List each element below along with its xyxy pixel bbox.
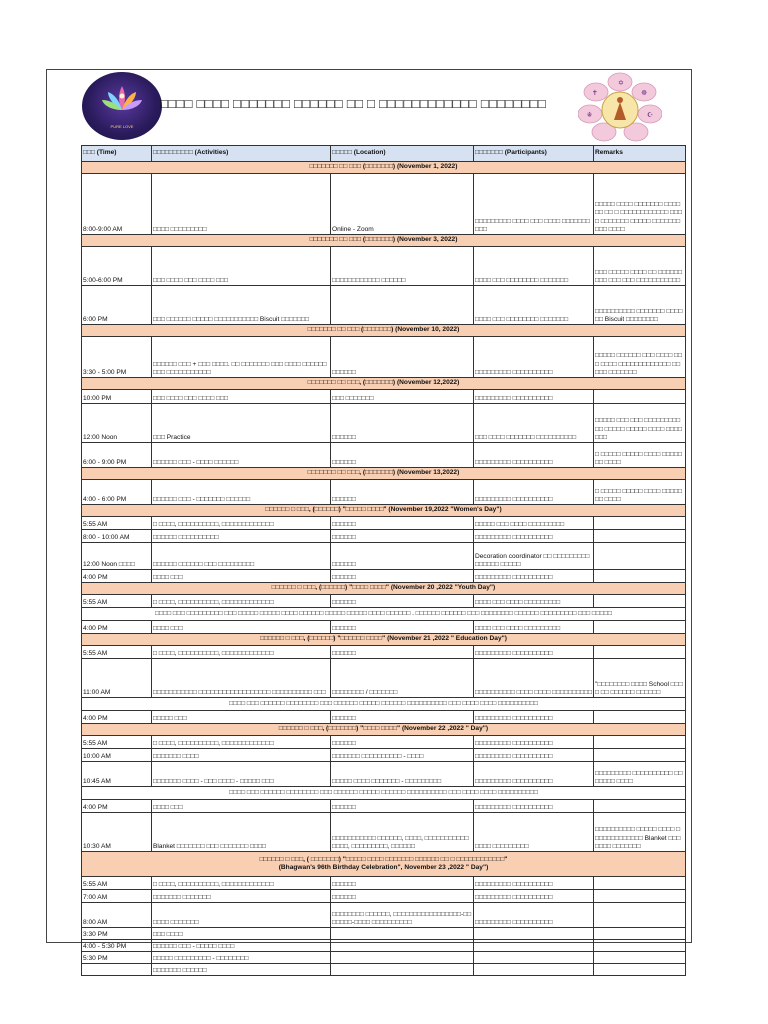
cell-activity: □□□□□□□ □□□□□□ <box>152 964 331 976</box>
schedule-table <box>81 145 686 976</box>
cell-location: □□□□□□ <box>331 543 474 570</box>
note-row <box>82 698 686 711</box>
cell-participants <box>474 964 594 976</box>
day-header-row <box>82 468 686 480</box>
cell-remarks: □□□□□ □□□□ □□□□□□□ □□□□□□ □□ □ □□□□□□□□□□□□ □□□□ □□□□□□□ □□□□□ □□□□□□□□□□ □□□□ <box>594 174 686 235</box>
table-row <box>82 711 686 724</box>
cell-location: □□□□□□ <box>331 877 474 890</box>
day-header-row <box>82 325 686 337</box>
cell-remarks <box>594 621 686 634</box>
day-header-text: □□□□□□□ □□ □□□, (□□□□□□□) (November 13,2022) <box>307 469 460 477</box>
cell-activity: □□□□□□ □□□ - □□□□ □□□□□□ <box>152 443 331 468</box>
day-header <box>82 325 686 337</box>
day-header-text: □□□□□□ □ □□□, (□□□□□□) "□□□□ □□□□" (November 20 ,2022 "Youth Day") <box>271 584 496 592</box>
cell-location <box>331 928 474 940</box>
column-header-participants: □□□□□□□ (Participants) <box>474 146 594 162</box>
cell-location: Online - Zoom <box>331 174 474 235</box>
cell-time: 5:55 AM <box>82 646 152 659</box>
column-header-remarks: Remarks <box>594 146 686 162</box>
cell-location: □□□ □□□□□□□ <box>331 390 474 404</box>
day-header <box>82 724 686 736</box>
cell-participants: □□□□□□□□□□ □□□□ □□□□ □□□□□□□□□□ <box>474 659 594 698</box>
day-header <box>82 468 686 480</box>
cell-time: 4:00 PM <box>82 570 152 583</box>
day-header <box>82 235 686 247</box>
cell-participants: □□□□□□□□□ □□□□□□□□□□ <box>474 736 594 749</box>
cell-participants: □□□□□□□□□ □□□□□□□□□□ <box>474 570 594 583</box>
cell-location: □□□□□□ <box>331 711 474 724</box>
cell-participants: □□□□ □□□ □□□□ □□□□□□□□□ <box>474 621 594 634</box>
day-header <box>82 378 686 390</box>
cell-activity: □□□□ □□□ <box>152 800 331 813</box>
cell-time: 5:00-6:00 PM <box>82 247 152 286</box>
cell-activity: □□□□ □□□ <box>152 621 331 634</box>
note-text: □□□□ □□□ □□□□□□ □□□□□□□□ □□□ □□□□□□ □□□□□ □□□□□□ □□□□□□□□□□ □□□ □□□□ □□□□ □□□□□□□□□□ <box>82 698 686 711</box>
cell-time: 5:55 AM <box>82 877 152 890</box>
cell-time: 11:00 AM <box>82 659 152 698</box>
cell-location: □□□□□□ <box>331 595 474 608</box>
cell-activity: □ □□□□, □□□□□□□□□□, □□□□□□□□□□□□□ <box>152 517 331 530</box>
table-row <box>82 964 686 976</box>
cell-location: □□□□□□□□□□□ □□□□□□, □□□□, □□□□□□□□□□□□□□□, □□□□□□□□□, □□□□□□ <box>331 813 474 852</box>
cell-participants: □□□□□□□□□ □□□□□□□□□□ <box>474 749 594 762</box>
cell-participants: □□□□□□□□□ □□□□□□□□□□ <box>474 530 594 543</box>
cell-location: □□□□□□ <box>331 646 474 659</box>
table-row <box>82 404 686 443</box>
cell-participants: □□□□ □□□ □□□□ □□□□□□□□□ <box>474 595 594 608</box>
cell-activity: □□□ Practice <box>152 404 331 443</box>
day-header <box>82 583 686 595</box>
cell-participants: □□□□□□□□□ □□□□□□□□□□ <box>474 443 594 468</box>
page-title: □□□□ □□□□ □□□□□□□ □□□□□□ □□ □ □□□□□□□□□□□□ □□□□□□□□ <box>160 96 547 111</box>
cell-remarks: □□□ □□□□□ □□□□ □□ □□□□□□ □□□ □□□ □□□ □□□□□□□□□□□ <box>594 247 686 286</box>
cell-participants: □□□□□□□□□ □□□□□□□□□□ <box>474 711 594 724</box>
cell-location <box>331 940 474 952</box>
cell-location: □□□□□□ <box>331 443 474 468</box>
cell-location: □□□□□□ <box>331 404 474 443</box>
day-header-text: □□□□□□□ □□ □□□, (□□□□□□□) (November 12,2022) <box>307 379 460 387</box>
cell-location: □□□□□□□□ □□□□□□, □□□□□□□□□□□□□□□□□-□□□□□□□-□□□□ □□□□□□□□□□ <box>331 903 474 928</box>
lotus-icon <box>102 82 142 116</box>
cell-remarks <box>594 928 686 940</box>
cell-remarks <box>594 940 686 952</box>
column-header-time: □□□ (Time) <box>82 146 152 162</box>
cell-remarks <box>594 736 686 749</box>
table-row <box>82 337 686 378</box>
cell-participants: □□□□□□□□□ □□□□□□□□□□ <box>474 890 594 903</box>
day-header <box>82 505 686 517</box>
cell-activity: □□□□□□ □□□ + □□□ □□□□. □□ □□□□□□□ □□□ □□□□ □□□□□□□□□ □□□□□□□□□□□ <box>152 337 331 378</box>
pure-love-logo <box>82 72 162 140</box>
day-header-text: □□□□□□ □ □□□, (□□□□□□) "□□□□□ □□□□" (November 19,2022 "Women's Day") <box>265 506 502 514</box>
column-header-location: □□□□□ (Location) <box>331 146 474 162</box>
cell-location: □□□□□□ <box>331 890 474 903</box>
cell-location: □□□□□□□□□□□□ □□□□□□ <box>331 247 474 286</box>
day-header <box>82 162 686 174</box>
note-text: □□□□ □□□ □□□□□□□□□ □□□ □□□□□ □□□□□ □□□□ □□□□□□ □□□□□ □□□□□ □□□□ □□□□□□ . □□□□□□ □□□□□□ □□□ □□□□□□□□ □□□□□□ □□□□□□□□□ □□□ □□□□□ <box>82 608 686 621</box>
cell-location: □□□□□ □□□□ □□□□□□□ - □□□□□□□□□ <box>331 762 474 787</box>
cell-activity: □ □□□□, □□□□□□□□□□, □□□□□□□□□□□□□ <box>152 595 331 608</box>
cell-time: 12:00 Noon □□□□ <box>82 543 152 570</box>
svg-text:☪: ☪ <box>647 111 654 119</box>
cell-time: 4:00 PM <box>82 800 152 813</box>
cell-location <box>331 286 474 325</box>
cell-activity: □□□□ □□□ <box>152 570 331 583</box>
cell-activity: □□□ □□□□□□ □□□□□ □□□□□□□□□□□ Biscuit □□□□□□□ <box>152 286 331 325</box>
cell-activity: □ □□□□, □□□□□□□□□□, □□□□□□□□□□□□□ <box>152 877 331 890</box>
cell-remarks: □ □□□□□ □□□□□ □□□□ □□□□□□□ □□□□ <box>594 443 686 468</box>
day-header-row <box>82 583 686 595</box>
sarva-dharma-emblem <box>578 72 662 144</box>
day-header-row <box>82 162 686 174</box>
cell-time: 4:00 - 6:00 PM <box>82 480 152 505</box>
cell-location: □□□□□□ <box>331 800 474 813</box>
table-row <box>82 928 686 940</box>
cell-time: 7:00 AM <box>82 890 152 903</box>
day-header-row <box>82 852 686 877</box>
cell-time: 8:00 AM <box>82 903 152 928</box>
cell-remarks <box>594 800 686 813</box>
cell-remarks <box>594 711 686 724</box>
cell-activity: □□□ □□□□ □□□ □□□□ □□□ <box>152 247 331 286</box>
table-row <box>82 543 686 570</box>
day-header-row <box>82 634 686 646</box>
cell-remarks: □□□□□ □□□□□□ □□□ □□□□ □□□ □□□□ □□□□□□□□□□□□□ □□□□□ □□□□□□□ <box>594 337 686 378</box>
cell-remarks <box>594 390 686 404</box>
cell-remarks: □□□□□□□□□□ □□□□□ □□□□ □□□□□□□□□□□□□ Blanket □□□ □□□□ □□□□□□□ <box>594 813 686 852</box>
day-header-row <box>82 724 686 736</box>
table-row <box>82 813 686 852</box>
cell-remarks <box>594 646 686 659</box>
cell-location: □□□□□□□□ / □□□□□□□ <box>331 659 474 698</box>
svg-text:✝: ✝ <box>592 89 598 97</box>
cell-participants: □□□□□□□□□ □□□□□□□□□□ <box>474 762 594 787</box>
cell-remarks <box>594 543 686 570</box>
cell-remarks <box>594 877 686 890</box>
cell-remarks <box>594 964 686 976</box>
cell-time: 3:30 - 5:00 PM <box>82 337 152 378</box>
cell-remarks: □□□□□□□□□ □□□□□□□□□□ □□□□□□□ □□□□ <box>594 762 686 787</box>
cell-participants: □□□□□□□□□ □□□□□□□□□□ <box>474 480 594 505</box>
cell-activity: □□□□□ □□□ <box>152 711 331 724</box>
cell-activity: □□□□□□ □□□□□□□□□□ <box>152 530 331 543</box>
cell-time: 6:00 PM <box>82 286 152 325</box>
cell-time: 8:00 - 10:00 AM <box>82 530 152 543</box>
day-header-text: □□□□□□ □ □□□, (□□□□□□□) "□□□□ □□□□" (November 22 ,2022 " Day") <box>278 725 489 733</box>
cell-time: 5:55 AM <box>82 736 152 749</box>
day-header-text: □□□□□□ □ □□□, (□□□□□□) "□□□□□□ □□□□" (November 21 ,2022 " Education Day") <box>260 635 507 643</box>
cell-activity: □□□ □□□□ <box>152 928 331 940</box>
cell-time: 10:00 AM <box>82 749 152 762</box>
day-header <box>82 634 686 646</box>
cell-activity: □□□□□□□ □□□□□□□ <box>152 890 331 903</box>
cell-participants <box>474 928 594 940</box>
cell-activity: □□□□□□□ □□□□ <box>152 749 331 762</box>
table-row <box>82 174 686 235</box>
day-header-row <box>82 505 686 517</box>
logo-caption: PURE LOVE <box>110 124 134 129</box>
table-row <box>82 659 686 698</box>
cell-participants: □□□□ □□□ □□□□□□□□ □□□□□□□ <box>474 286 594 325</box>
cell-participants: □□□□□□□□□ □□□□□□□□□□ <box>474 337 594 378</box>
table-row <box>82 621 686 634</box>
cell-remarks: □□□□□ □□□ □□□ □□□□□□□□□□□ □□□□□ □□□□□ □□□□ □□□□□□□ <box>594 404 686 443</box>
cell-activity: □ □□□□, □□□□□□□□□□, □□□□□□□□□□□□□ <box>152 646 331 659</box>
cell-time: 5:55 AM <box>82 517 152 530</box>
cell-time: 10:00 PM <box>82 390 152 404</box>
cell-location: □□□□□□ <box>331 736 474 749</box>
cell-participants: □□□□□□□□□ □□□□□□□□□□ <box>474 646 594 659</box>
cell-activity: □□□□□□ □□□ - □□□□□□□ □□□□□□ <box>152 480 331 505</box>
table-row <box>82 247 686 286</box>
cell-time: 5:30 PM <box>82 952 152 964</box>
day-header-text: □□□□□□ □ □□□, ( □□□□□□□) "□□□□□ □□□□ □□□□□□□ □□□□□□ □□ □ □□□□□□□□□□□□" <box>259 855 508 863</box>
cell-remarks <box>594 517 686 530</box>
cell-time: 4:00 PM <box>82 621 152 634</box>
table-row <box>82 570 686 583</box>
cell-remarks <box>594 530 686 543</box>
cell-location <box>331 952 474 964</box>
cell-time: 10:30 AM <box>82 813 152 852</box>
table-row <box>82 646 686 659</box>
cell-participants <box>474 952 594 964</box>
svg-text:☸: ☸ <box>641 89 648 97</box>
cell-remarks <box>594 595 686 608</box>
day-header-row <box>82 378 686 390</box>
table-header-row <box>82 146 686 162</box>
cell-remarks <box>594 890 686 903</box>
cell-location: □□□□□□ <box>331 480 474 505</box>
cell-location: □□□□□□ <box>331 517 474 530</box>
day-header-text: □□□□□□□ □□ □□□ (□□□□□□□) (November 1, 2022) <box>309 163 458 171</box>
cell-activity: □□□ □□□□ □□□ □□□□ □□□ <box>152 390 331 404</box>
cell-location: □□□□□□□ □□□□□□□□□□ - □□□□ <box>331 749 474 762</box>
note-row <box>82 608 686 621</box>
cell-participants: □□□□ □□□ □□□□□□□□ □□□□□□□ <box>474 247 594 286</box>
day-header-subtext: (Bhagwan's 96th Birthday Celebration", November 23 ,2022 " Day") <box>278 864 489 871</box>
svg-text:✡: ✡ <box>618 79 624 87</box>
cell-remarks: □ □□□□□ □□□□□ □□□□ □□□□□□□ □□□□ <box>594 480 686 505</box>
table-row <box>82 443 686 468</box>
cell-location <box>331 964 474 976</box>
cell-activity: □□□□□□□□□□□ □□□□□□□□□□□□□□□□□□ □□□□□□□□□□ □□□ <box>152 659 331 698</box>
cell-participants: □□□□□ □□□ □□□□ □□□□□□□□□ <box>474 517 594 530</box>
table-row <box>82 952 686 964</box>
cell-remarks: □□□□□□□□□□ □□□□□□□ □□□□□□ Biscuit □□□□□□□□ <box>594 286 686 325</box>
day-header-text: □□□□□□□ □□ □□□ (□□□□□□□) (November 10, 2022) <box>307 326 460 334</box>
cell-time: 4:00 PM <box>82 711 152 724</box>
day-header <box>82 852 686 877</box>
column-header-activities: □□□□□□□□□□ (Activities) <box>152 146 331 162</box>
table-row <box>82 800 686 813</box>
cell-location: □□□□□□ <box>331 337 474 378</box>
table-row <box>82 749 686 762</box>
cell-participants <box>474 940 594 952</box>
cell-participants: □□□ □□□□ □□□□□□□ □□□□□□□□□□ <box>474 404 594 443</box>
cell-time: 8:00-9:00 AM <box>82 174 152 235</box>
cell-time: 3:30 PM <box>82 928 152 940</box>
cell-participants: □□□□ □□□□□□□□□ <box>474 813 594 852</box>
cell-time: 10:45 AM <box>82 762 152 787</box>
svg-text:☬: ☬ <box>587 111 592 119</box>
cell-participants: □□□□□□□□□ □□□□□□□□□□ <box>474 877 594 890</box>
cell-location: □□□□□□ <box>331 570 474 583</box>
cell-time: 12:00 Noon <box>82 404 152 443</box>
cell-participants: □□□□□□□□□ □□□□□□□□□□ <box>474 903 594 928</box>
table-row <box>82 940 686 952</box>
table-row <box>82 877 686 890</box>
table-row <box>82 530 686 543</box>
table-row <box>82 517 686 530</box>
day-header-text: □□□□□□□ □□ □□□ (□□□□□□□) (November 3, 2022) <box>309 236 458 244</box>
cell-location: □□□□□□ <box>331 530 474 543</box>
table-row <box>82 762 686 787</box>
table-row <box>82 286 686 325</box>
note-text: □□□□ □□□ □□□□□□ □□□□□□□□ □□□ □□□□□□ □□□□□ □□□□□□ □□□□□□□□□□ □□□ □□□□ □□□□ □□□□□□□□□□ <box>82 787 686 800</box>
cell-activity: □□□□□□□ □□□□ - □□□ □□□□ - □□□□□ □□□ <box>152 762 331 787</box>
cell-activity: □□□□□□ □□□ - □□□□□ □□□□ <box>152 940 331 952</box>
table-row <box>82 390 686 404</box>
cell-activity: □□□□ □□□□□□□ <box>152 903 331 928</box>
cell-activity: Blanket □□□□□□□ □□□ □□□□□□□ □□□□ <box>152 813 331 852</box>
table-row <box>82 890 686 903</box>
cell-remarks <box>594 952 686 964</box>
cell-time <box>82 964 152 976</box>
cell-participants: □□□□□□□□□ □□□□□□□□□□ <box>474 800 594 813</box>
table-row <box>82 480 686 505</box>
cell-activity: □□□□□ □□□□□□□□□ - □□□□□□□□ <box>152 952 331 964</box>
note-row <box>82 787 686 800</box>
day-header-row <box>82 235 686 247</box>
table-row <box>82 736 686 749</box>
cell-activity: □□□□□□ □□□□□□ □□□ □□□□□□□□□ <box>152 543 331 570</box>
table-row <box>82 903 686 928</box>
cell-time: 4:00 - 5:30 PM <box>82 940 152 952</box>
cell-participants: Decoration coordinator □□ □□□□□□□□□ □□□□□□ □□□□□ <box>474 543 594 570</box>
schedule-body <box>82 162 686 976</box>
cell-participants: □□□□□□□□□ □□□□□□□□□□ <box>474 390 594 404</box>
cell-activity: □ □□□□, □□□□□□□□□□, □□□□□□□□□□□□□ <box>152 736 331 749</box>
cell-time: 6:00 - 9:00 PM <box>82 443 152 468</box>
cell-activity: □□□□ □□□□□□□□□ <box>152 174 331 235</box>
cell-participants: □□□□□□□□□ □□□□ □□□ □□□□ □□□□□□□□□□ <box>474 174 594 235</box>
cell-remarks: "□□□□□□□□ □□□□ School □□□□ □□ □□□□□□ □□□□□□ <box>594 659 686 698</box>
cell-remarks <box>594 570 686 583</box>
cell-location: □□□□□□ <box>331 621 474 634</box>
cell-remarks <box>594 749 686 762</box>
table-row <box>82 595 686 608</box>
cell-remarks <box>594 903 686 928</box>
cell-time: 5:55 AM <box>82 595 152 608</box>
